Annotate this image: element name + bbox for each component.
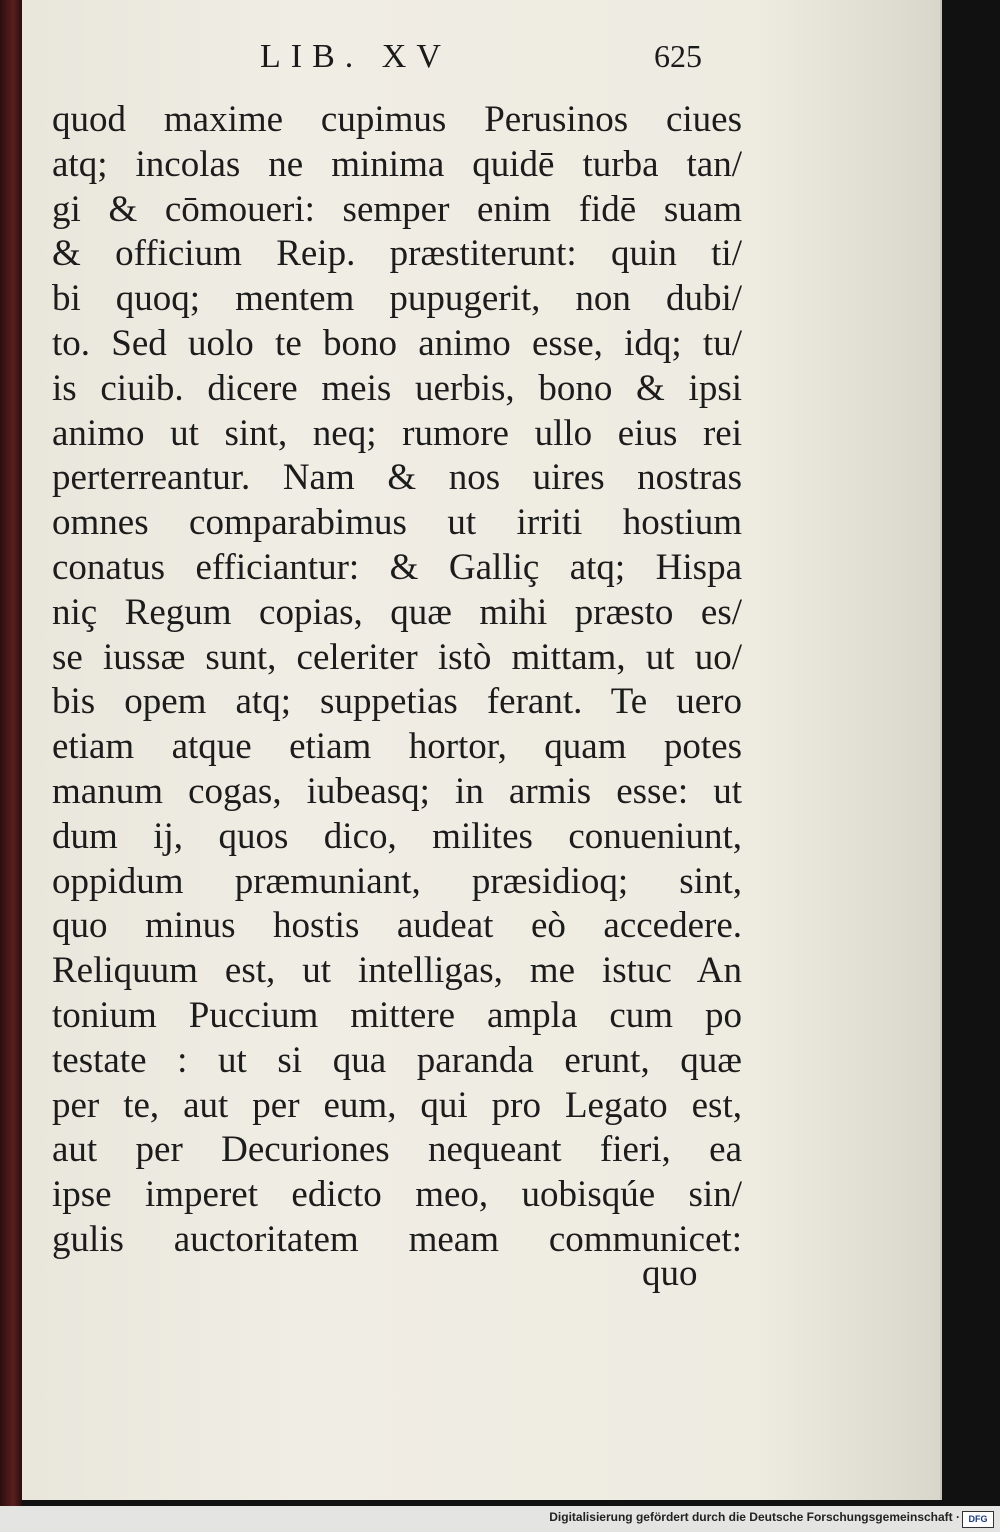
- funding-notice: Digitalisierung gefördert durch die Deutsche Forschungsgemeinschaft ·: [549, 1510, 960, 1524]
- dfg-logo: DFG: [962, 1511, 994, 1528]
- text-line: gulis auctoritatem meam communicet:: [52, 1218, 742, 1260]
- book-page: [22, 0, 942, 1500]
- text-line: to. Sed uolo te bono animo esse, idq; tu/: [52, 322, 742, 364]
- text-line: bi quoq; mentem pupugerit, non dubi/: [52, 278, 742, 320]
- text-line: testate : ut si qua paranda erunt, quæ: [52, 1039, 742, 1081]
- text-line: omnes comparabimus ut irriti hostium: [52, 502, 742, 544]
- text-line: animo ut sint, neq; rumore ullo eius rei: [52, 412, 742, 454]
- text-line: Reliquum est, ut intelligas, me istuc An: [52, 950, 742, 992]
- text-line: dum ij, quos dico, milites conueniunt,: [52, 815, 742, 857]
- text-line: aut per Decuriones nequeant fieri, ea: [52, 1129, 742, 1171]
- page-number: 625: [654, 38, 702, 74]
- text-line: oppidum præmuniant, præsidioq; sint,: [52, 860, 742, 902]
- text-line: manum cogas, iubeasq; in armis esse: ut: [52, 770, 742, 812]
- text-line: etiam atque etiam hortor, quam potes: [52, 726, 742, 768]
- text-line: is ciuib. dicere meis uerbis, bono & ipsi: [52, 367, 742, 409]
- text-line: bis opem atq; suppetias ferant. Te uero: [52, 681, 742, 723]
- text-line: per te, aut per eum, qui pro Legato est,: [52, 1084, 742, 1126]
- text-line: ipse imperet edicto meo, uobisqúe sin/: [52, 1174, 742, 1216]
- footer-bar: [0, 1506, 1000, 1532]
- book-spine-edge: [0, 0, 22, 1506]
- text-line: niç Regum copias, quæ mihi præsto es/: [52, 591, 742, 633]
- text-line: conatus efficiantur: & Galliç atq; Hispa: [52, 546, 742, 588]
- text-line: gi & cōmoueri: semper enim fidē suam: [52, 188, 742, 230]
- text-line: se iussæ sunt, celeriter istò mittam, ut uo/: [52, 636, 742, 678]
- text-line: quo minus hostis audeat eò accedere.: [52, 905, 742, 947]
- catchword: quo: [642, 1253, 698, 1294]
- page-header: [22, 38, 942, 88]
- text-line: atq; incolas ne minima quidē turba tan/: [52, 143, 742, 185]
- text-line: quod maxime cupimus Perusinos ciues: [52, 99, 742, 140]
- text-line: perterreantur. Nam & nos uires nostras: [52, 457, 742, 499]
- text-line: tonium Puccium mittere ampla cum po: [52, 994, 742, 1036]
- running-head: LIB. XV: [260, 38, 451, 75]
- text-line: & officium Reip. præstiterunt: quin ti/: [52, 233, 742, 275]
- body-text: [52, 98, 742, 1263]
